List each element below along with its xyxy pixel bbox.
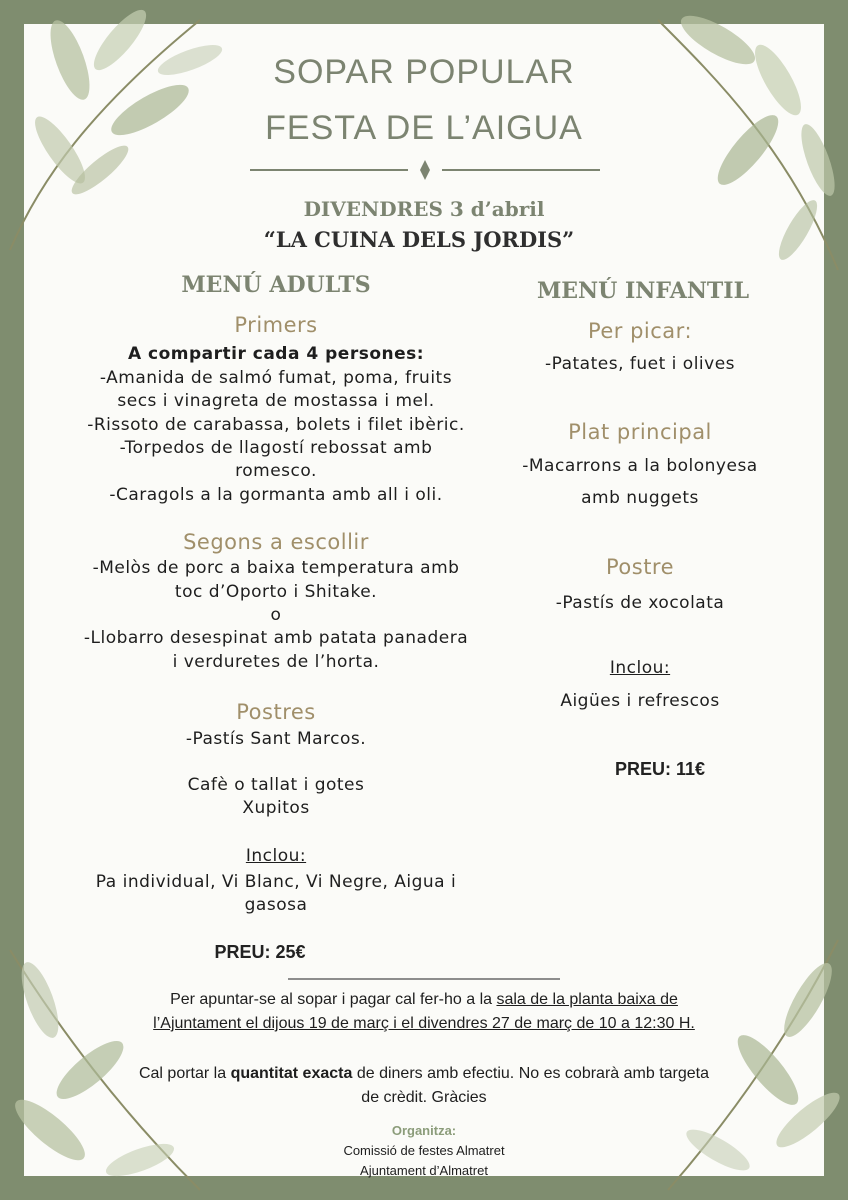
postres-line: -Pastís Sant Marcos. <box>185 729 367 749</box>
primers-line: romesco. <box>235 461 317 481</box>
caterer-name: “LA CUINA DELS JORDIS” <box>263 227 575 252</box>
title-line-2: FESTA DE L’AIGUA <box>265 109 583 147</box>
postres-line: Xupitos <box>242 798 310 818</box>
organizer-name: Comissió de festes Almatret <box>343 1143 505 1158</box>
segons-title: Segons a escollir <box>183 530 369 554</box>
kids-picar-title: Per picar: <box>587 319 693 343</box>
kids-principal-line: amb nuggets <box>581 488 699 508</box>
segons-line: -Melòs de porc a baixa temperatura amb <box>92 558 460 578</box>
event-date: DIVENDRES 3 d’abril <box>303 197 545 221</box>
payment-note-line-2: de crèdit. Gràcies <box>361 1089 487 1106</box>
adults-price: PREU: 25€ <box>214 942 306 962</box>
segons-line: -Llobarro desespinat amb patata panadera <box>83 628 469 648</box>
primers-line: secs i vinagreta de mostassa i mel. <box>117 391 435 411</box>
primers-subtitle: A compartir cada 4 persones: <box>127 344 425 364</box>
segons-line: o <box>270 605 282 625</box>
primers-title: Primers <box>234 313 318 337</box>
adults-inclou-line: gasosa <box>244 895 308 915</box>
segons-line: toc d’Oporto i Shitake. <box>174 582 378 602</box>
primers-line: -Amanida de salmó fumat, poma, fruits <box>99 368 453 388</box>
kids-inclou-line: Aigües i refrescos <box>560 691 720 711</box>
signup-info-text: Per apuntar-se al sopar i pagar cal fer-ho a la <box>170 991 497 1008</box>
payment-note-text: Cal portar la <box>138 1065 231 1082</box>
adults-inclou-title: Inclou: <box>245 846 307 866</box>
adults-menu-heading: MENÚ ADULTS <box>181 272 371 298</box>
kids-principal-line: -Macarrons a la bolonyesa <box>522 456 758 476</box>
postres-line: Cafè o tallat i gotes <box>187 775 365 795</box>
kids-inclou-title: Inclou: <box>609 658 671 678</box>
title-line-1: SOPAR POPULAR <box>273 53 575 91</box>
segons-line: i verduretes de l’horta. <box>172 652 380 672</box>
kids-postre-title: Postre <box>605 555 675 579</box>
primers-line: -Rissoto de carabassa, bolets i filet ibèric. <box>87 415 465 435</box>
primers-line: -Caragols a la gormanta amb all i oli. <box>109 485 443 505</box>
organizer-label: Organitza: <box>391 1123 457 1138</box>
footer-divider <box>288 978 560 980</box>
postres-title: Postres <box>236 700 316 724</box>
payment-note-text: de diners amb efectiu. No es cobrarà amb targeta <box>352 1065 710 1082</box>
leaf-branch-bottom-right-icon <box>648 920 848 1200</box>
kids-postre-line: -Pastís de xocolata <box>555 593 725 613</box>
signup-location-text: sala de la planta baixa de <box>496 991 678 1008</box>
signup-info-line-1 <box>40 988 808 1012</box>
organizer-name: Ajuntament d’Almatret <box>360 1163 488 1178</box>
adults-inclou-line: Pa individual, Vi Blanc, Vi Negre, Aigua i <box>95 872 457 892</box>
payment-note-bold: quantitat exacta <box>230 1065 353 1082</box>
kids-principal-title: Plat principal <box>568 420 712 444</box>
payment-note-line-1 <box>40 1062 808 1086</box>
primers-line: -Torpedos de llagostí rebossat amb <box>119 438 433 458</box>
kids-menu-heading: MENÚ INFANTIL <box>536 278 750 304</box>
ornament-divider-icon <box>250 158 600 182</box>
signup-info-line-2: l’Ajuntament el dijous 19 de març i el divendres 27 de març de 10 a 12:30 H. <box>153 1015 695 1032</box>
kids-price: PREU: 11€ <box>614 759 706 779</box>
kids-picar-line: -Patates, fuet i olives <box>544 354 736 374</box>
